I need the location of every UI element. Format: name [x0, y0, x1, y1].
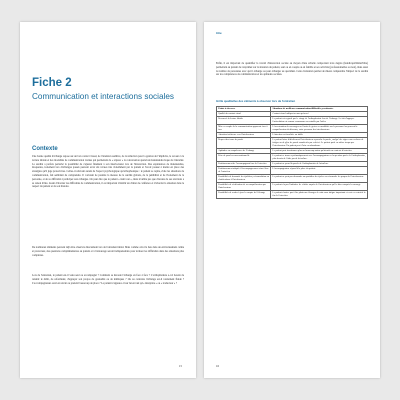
- body-paragraph-1: Une bonne qualité d'échange repose sur un bon contact visuel, de l'attention auditive, de la réduction pour la gestion de l'implicite, le recours à la lecture labiale et des modalités de communication variées qui permettent de « réparer » la conversation quand un malentendu risque de s'installer. La surdité a parfois perturbé la possibilité de s'ajuster finement à son interlocuteur lors de l'interaction. Des expériences de malentendus, moqueries, isolement lors d'échanges passés peuvent avoir été vécues très violemment par le patient et l'avoir poussé à mettre en place des stratégies qu'il juge protectrices. Celles-ci relèvent autant de l'aspect psychologique qu'orthophonique : le patient se replie, évite les situations de communication, fait semblant de comprendre. Il convient de prendre la mesure de la surdité globale, de la pénibilité et de l'isolement de la personne, et de sa difficulté à participer aux échanges. On peut dire que le patient « tient tout », mais n'oublie pas que chacune de ses réactions a sa raison d'être. Avant d'aborder les difficultés de communication, il est important d'établir un climat de confiance et d'aborder la situation dans le respect du patient et de son histoire.: [32, 155, 184, 189]
- table-cell: Respect des tours de parole: [217, 138, 271, 149]
- fiche-subtitle: Communication et interactions sociales: [32, 92, 174, 101]
- table-row: [217, 183, 368, 191]
- left-page: [20, 22, 196, 378]
- table-row: [217, 125, 368, 133]
- table-cell: Le patient peut fonctionner plus ou beaucoup moins qu'attendu en contexte d'entretien.: [271, 149, 368, 154]
- table-cell: Qualité du contact visuel: [217, 112, 271, 117]
- right-page: [204, 22, 380, 378]
- table-header: Situations de meilleure communication/difficultés persistantes: [271, 107, 368, 112]
- table-cell: L'attention est focalisée ou faible: [271, 133, 368, 138]
- table-cell: Le patient n'a pas l'initiative de vérifier auprès de l'interlocuteur qu'il a bien compris le message.: [271, 183, 368, 191]
- table-cell: Le patient ne peut pas demander au quotidien de répéter ou reformuler les propos de l'interlocuteur.: [271, 175, 368, 183]
- table-row: [217, 167, 368, 175]
- table-cell: Le patient laisse difficilement l'interlocuteur reprendre la parole, malgré des signes non verbaux de fatigue ou de gêne de parole manifestés par celui-ci. Le patient parle en même temps que l'interlocuteur. Un patient peu à l'aise ou abandonne.: [271, 138, 368, 149]
- table-cell: Contact visuel adéquat ou non préservé: [271, 112, 368, 117]
- body-paragraph-3: Lors de l'entretien, le patient est-il venu seul ou accompagné ? Comment se déroule l'échange en face à face ? L'orthophoniste a-t-il besoin de ralentir le débit, de reformuler, d'appuyer son propos de gestualité ou de mimiques ? Ou au contraire l'échange est-il totalement fluide ? L'accompagnateur est-il en retrait ou prend-il beaucoup de place ? Le patient s'appuie-t-il sur lui en tant qu'« interprète » ou « traducteur » ?: [32, 274, 184, 285]
- table-title: Grille qualitative des éléments à observer lors de l'entretien: [216, 99, 296, 103]
- table-cell: Possibilités de rendre à jour le compte de l'échange: [217, 191, 271, 199]
- table-cell: Positionnement de l'accompagnant lors de l'entretien: [217, 162, 271, 167]
- section-heading: Contexte: [32, 146, 58, 152]
- body-paragraph-2: De nombreux éléments peuvent déjà être observés directement lors de l'entretien initial. Mais comme cela n'a lieu dans un environnement calme et protecteur, des questions complémentaires au patient et à l'entourage seront indispensables pour évaluer les difficultés dans des situations plus complexes.: [32, 246, 184, 257]
- table-cell: L'accompagnateur répond à la place du patient.: [271, 167, 368, 175]
- table-cell: Mise en couple de la communication apparente face à face: [217, 125, 271, 133]
- table-cell: Le patient est regarde par le visage de l'orthophoniste lors de l'échange. Le fait d'appuyer l'articulation est comme consomme ou rentable par l'aider.: [271, 117, 368, 125]
- table-cell: Possibilités de vérification de sa compréhension par l'interlocuteur: [217, 183, 271, 191]
- table-cell: Le patient n'arrive pas à lire plusieurs échanges de suite sans fatigue importante et reste en retrait à la fin de l'entretien.: [271, 191, 368, 199]
- fiche-number: Fiche 2: [32, 77, 72, 89]
- table-cell: Positionnement adapté à l'accompagnement visuel lors de l'entretien: [217, 167, 271, 175]
- table-row: [217, 191, 368, 199]
- table-cell: Recours à la lecture labiale: [217, 117, 271, 125]
- table-cell: Prise de paroles conversationnelle: [217, 154, 271, 162]
- page-number: 15: [179, 364, 182, 368]
- table-row: [217, 175, 368, 183]
- table-cell: Aptitudes ou compétences de l'échange: [217, 149, 271, 154]
- body-paragraph: Enfin, il est important de quantifier la travail d'interaction sociale au moyen d'une échelle comportant trois degrés (handicapé/limité/libre) permettant au patient de s'exprimer sur la situation du patient, seul ou en couple ou en famille et ses activités (professionnelles ou non), mais aussi le nombre de personnes avec qui il échange ou peut échanger au quotidien. Cette évaluation permet de mieux comprendre l'impact de la surdité sur les compétences de communication et les aptitudes sociales.: [216, 62, 368, 77]
- table-row: [217, 117, 368, 125]
- table-cell: Le patient ne prend la parole de l'orthophoniste de lui-même.: [271, 162, 368, 167]
- table-header: Points à observer: [217, 107, 271, 112]
- observation-table: [216, 106, 368, 199]
- table-cell: Possibilités de demande de répétition, reformulation ou clarifications à l'interlocuteur: [218, 175, 270, 181]
- table-cell: Attention intérieure vers l'interlocuteur: [217, 133, 271, 138]
- table-row: [217, 138, 368, 149]
- table-row: [217, 154, 368, 162]
- table-cell: Le patient se trouve systématiquement vers l'accompagnateur en la question posée de l'orthophoniste, plus besoin de l'aide par de lui-même.: [272, 154, 366, 160]
- table-cell: L'accentuation des messages ou l'avoir de gestes en modalités sur le personnel ou peuvent la compréhension du discours, votre personne des interlocuteurs.: [271, 125, 368, 133]
- running-header: titre: [216, 31, 222, 35]
- page-number: 16: [216, 364, 219, 368]
